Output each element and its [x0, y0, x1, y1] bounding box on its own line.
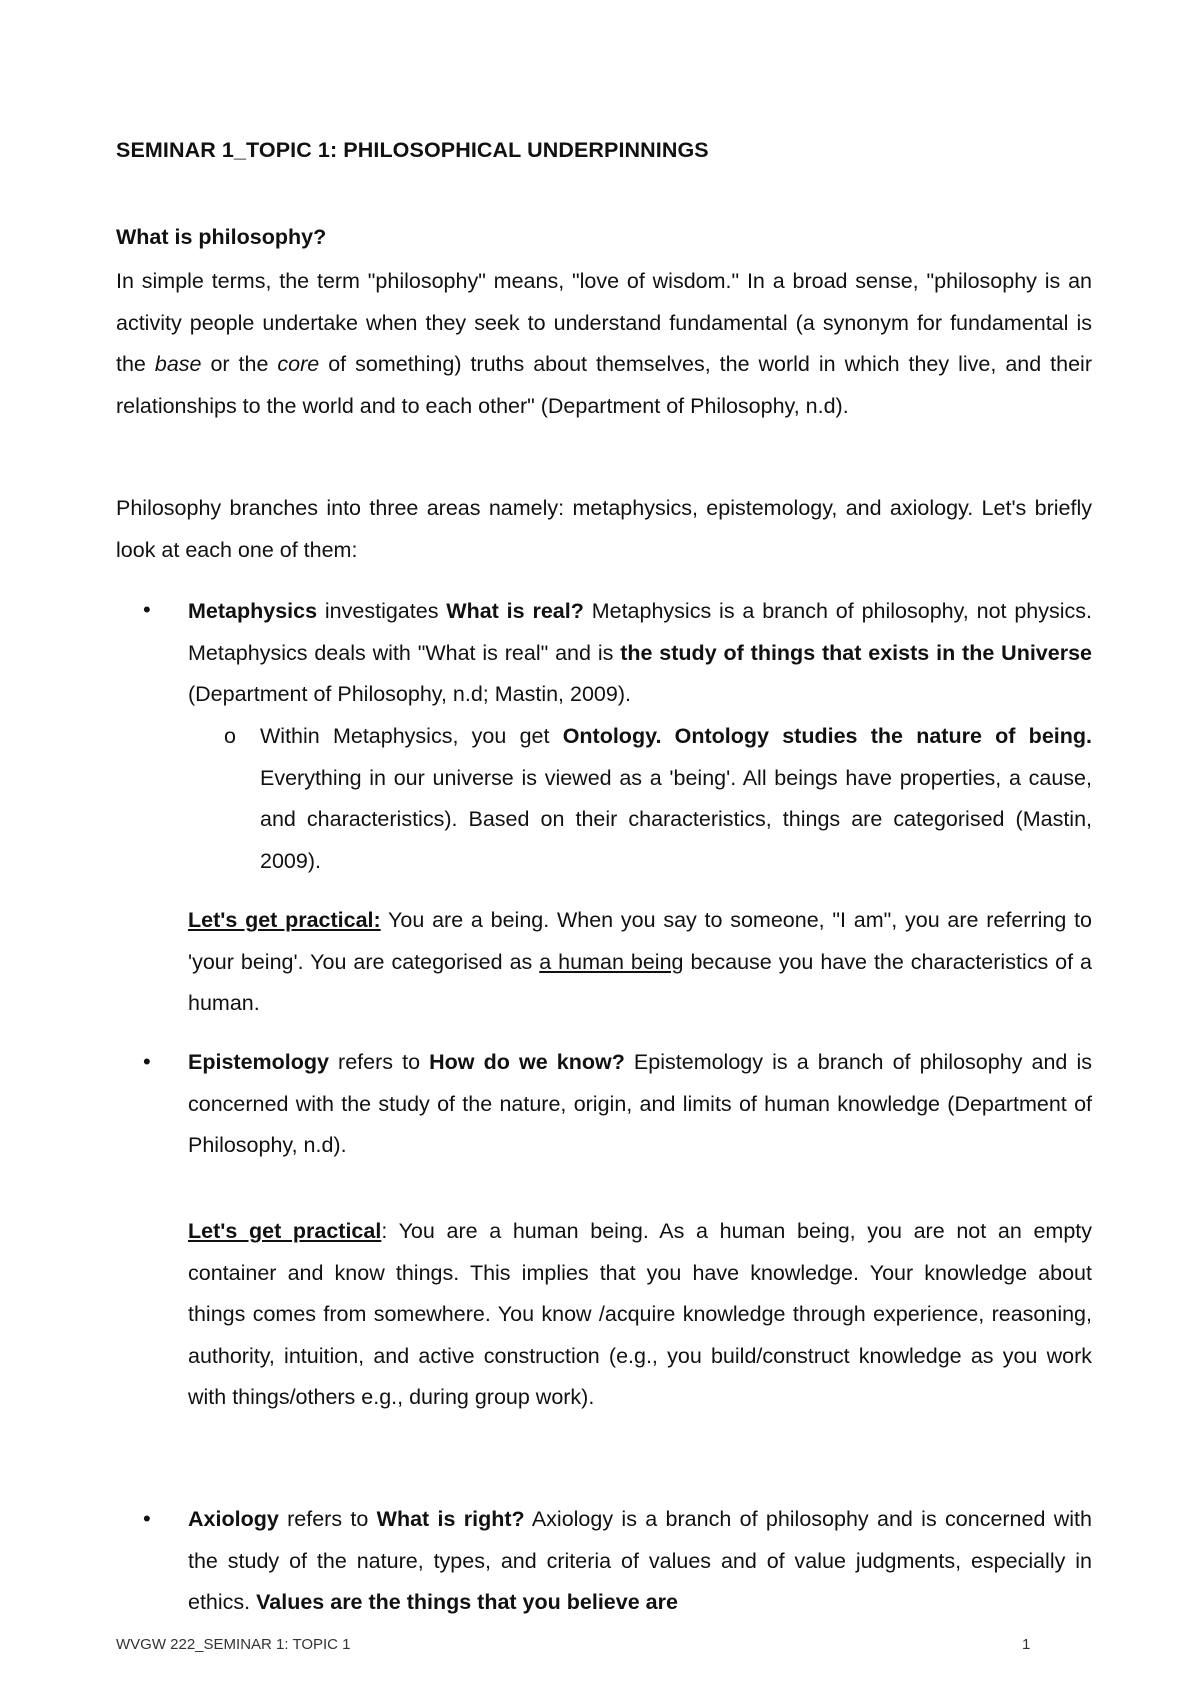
branches-paragraph: Philosophy branches into three areas namely: metaphysics, epistemology, and axiology. Let's briefly look at each one of them:	[116, 496, 1092, 562]
text-run: Metaphysics is a branch of philosophy, not physics. Metaphysics deals with "What is real" and is	[188, 599, 1093, 665]
text-run: : You are a human being. As a human being, you are not an empty container and know things. This implies that you have knowledge. Your knowledge about things comes from somewhere. You know /acquire knowledge through experience, reasoning, authority, intuition, and active construction (e.g., you build/construct knowledge as you work with things/others e.g., during group work).	[188, 1219, 1092, 1410]
bold-question: How do we know?	[429, 1050, 625, 1074]
text-run: or the	[201, 352, 278, 377]
practical-label: Let's get practical:	[188, 908, 381, 932]
footer-page-number: 1	[1022, 1636, 1031, 1653]
footer-course-label: WVGW 222_SEMINAR 1: TOPIC 1	[116, 1636, 351, 1653]
text-run: because you have the characteristics of a human.	[188, 949, 1093, 1016]
bold-definition: Values are the things that you believe are	[256, 1590, 678, 1615]
definition-paragraph	[116, 261, 1092, 427]
text-run: refers to	[328, 1050, 430, 1074]
text-run: (Department of Philosophy, n.d; Mastin, 2009).	[188, 682, 631, 707]
practical-paragraph-1	[188, 900, 1092, 1025]
practical-paragraph-2	[188, 1211, 1092, 1419]
bullet-icon: •	[143, 1049, 151, 1074]
text-run: In simple terms, the term "philosophy" means, "love of wisdom." In a broad sense, "philosophy is an activity people undertake when they seek to understand fundamental (a synonym for fundamental is the	[116, 269, 1092, 377]
bold-definition: the study of things that exists in the Universe	[620, 640, 1092, 665]
document-title: SEMINAR 1_TOPIC 1: PHILOSOPHICAL UNDERPINNINGS	[116, 138, 709, 162]
bold-term: Axiology	[188, 1507, 279, 1531]
text-run: Within Metaphysics, you get	[260, 724, 563, 748]
bold-term: Epistemology	[188, 1050, 329, 1074]
text-run: Axiology is a branch of philosophy and is concerned with the study of the nature, types, and criteria of values and of value judgments, especially in ethics.	[188, 1507, 1092, 1615]
metaphysics-bullet	[188, 591, 1092, 716]
sub-bullet-icon: o	[224, 724, 236, 748]
bold-term: Metaphysics	[188, 599, 318, 623]
epistemology-bullet	[188, 1042, 1092, 1167]
bold-question: What is real?	[446, 599, 584, 623]
italic-core: core	[277, 352, 320, 377]
italic-base: base	[154, 352, 202, 377]
axiology-bullet	[188, 1499, 1092, 1624]
section-heading: What is philosophy?	[116, 225, 327, 249]
text-run: of something) truths about themselves, the world in which they live, and their relationships to the world and to each other" (Department of Philosophy, n.d).	[116, 352, 1092, 418]
bold-question: What is right?	[376, 1507, 525, 1531]
practical-label: Let's get practical	[188, 1219, 382, 1243]
underlined-text: a human being	[539, 949, 684, 974]
text-run: Epistemology is a branch of philosophy and is concerned with the study of the nature, origin, and limits of human knowledge (Department of Philosophy, n.d).	[188, 1050, 1092, 1158]
bold-definition: Ontology. Ontology studies the nature of being.	[562, 724, 1092, 748]
text-run: investigates	[317, 599, 447, 623]
ontology-subbullet	[260, 716, 1092, 882]
text-run: You are a being. When you say to someone, "I am", you are referring to 'your being'. You are categorised as	[188, 908, 1092, 974]
bullet-icon: •	[143, 597, 151, 622]
text-run: Everything in our universe is viewed as a 'being'. All beings have properties, a cause, and characteristics). Based on their characteristics, things are categorised (Mastin, 2009).	[260, 765, 1092, 873]
bullet-icon: •	[143, 1506, 151, 1531]
text-run: refers to	[278, 1507, 377, 1531]
